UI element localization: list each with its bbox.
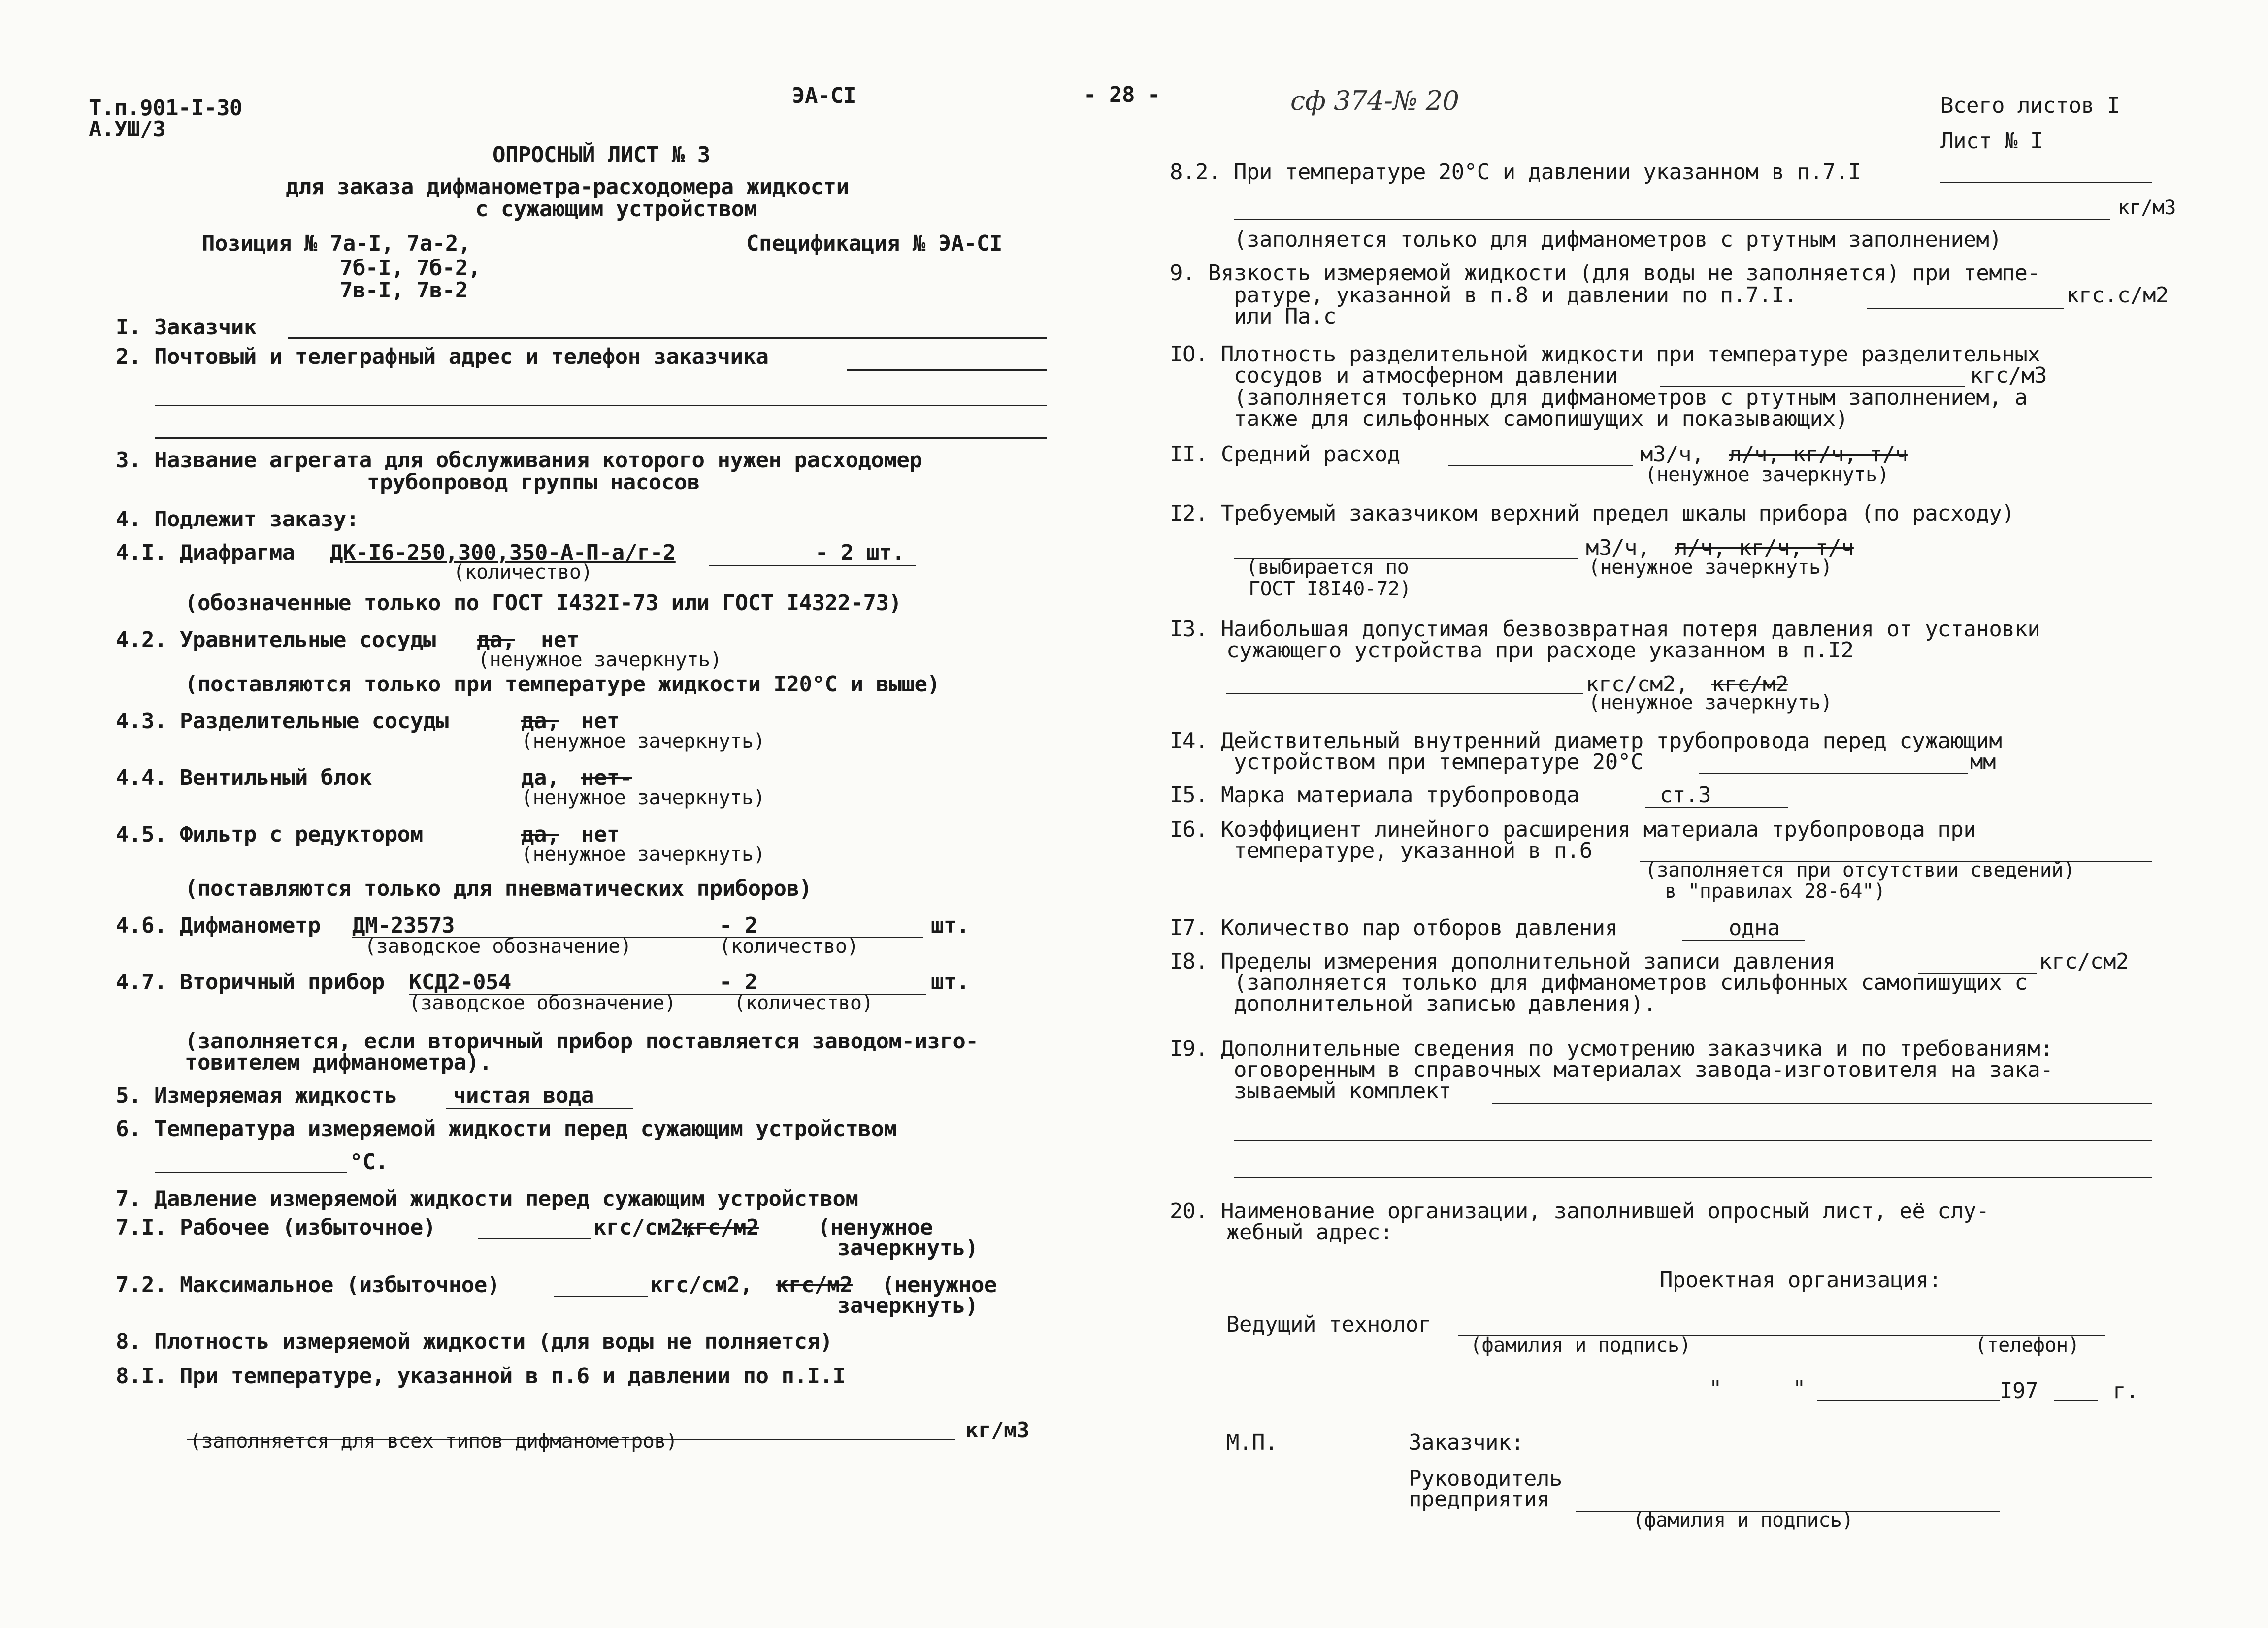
item-10-note-2: также для сильфонных самопишущих и показывающих) <box>1234 406 1848 431</box>
factory-caption: (заводское обозначение) <box>364 935 632 958</box>
item-4-7-secondary-device: 4.7. Вторичный прибор <box>116 970 385 995</box>
density-note: (заполняется для всех типов дифманометров) <box>190 1430 678 1453</box>
fill-line <box>847 369 1047 371</box>
tap-pairs-value: одна <box>1729 915 1780 941</box>
page-title: ОПРОСНЫЙ ЛИСТ № 3 <box>493 142 710 167</box>
fill-line <box>1699 773 1968 774</box>
secondary-qty: - 2 <box>719 970 757 995</box>
item-8-2-note: (заполняется только для дифманометров с ртутным заполнением) <box>1234 227 2002 252</box>
item-2-address: 2. Почтовый и телеграфный адрес и телефон заказчика <box>116 344 769 369</box>
option-yes: да, <box>521 822 559 847</box>
unit-kgs-m2: кгс/м2 <box>682 1215 759 1240</box>
option-yes: да, <box>521 709 559 734</box>
item-18-limits: I8. Пределы измерения дополнительной записи давления <box>1170 949 1836 974</box>
head-label: Руководитель <box>1409 1466 1562 1491</box>
item-4-2-equalizing-vessels: 4.2. Уравнительные сосуды <box>116 627 436 652</box>
secondary-note-2: товителем дифманометра). <box>185 1050 492 1075</box>
position-list-2: 7б-I, 7б-2, <box>340 256 481 281</box>
item-8-1-density: 8.I. При температуре, указанной в п.6 и давлении по п.I.I <box>116 1364 846 1389</box>
diaphragm-note: (обозначенные только по ГОСТ I432I-73 или ГОСТ I4322-73) <box>185 590 902 616</box>
sheet-number: Лист № I <box>1940 129 2043 154</box>
fill-line <box>155 437 1047 439</box>
qty-caption: (количество) <box>719 935 858 958</box>
diaphragm-qty: - 2 шт. <box>815 540 905 565</box>
item-15-material: I5. Марка материала трубопровода <box>1170 782 1579 808</box>
diaphragm-value: ДК-I6-250,300,350-А-П-а/г-2 <box>330 540 676 565</box>
expansion-note-2: в "правилах 28-64") <box>1665 880 1886 903</box>
item-16-expansion: I6. Коэффициент линейного расширения материала трубопровода при <box>1170 817 1976 842</box>
unit-kgs-m2: кгс/м2 <box>1711 672 1788 697</box>
fill-line <box>709 565 916 566</box>
item-19-line-3: зываемый комплект <box>1234 1078 1451 1104</box>
item-6-temperature: 6. Температура измеряемой жидкости перед сужающим устройством <box>116 1116 897 1141</box>
item-11-avg-flow: II. Средний расход <box>1170 442 1400 467</box>
page-subtitle-2: с сужающим устройством <box>475 196 757 222</box>
item-18-note-2: дополнительной записью давления). <box>1234 991 1656 1016</box>
unit-viscosity: кгс.с/м2 <box>2066 283 2169 308</box>
item-5-liquid: 5. Измеряемая жидкость <box>116 1083 397 1108</box>
cross-caption-2: зачеркнуть) <box>837 1293 978 1318</box>
unit-m3h: м3/ч, <box>1640 442 1704 467</box>
item-14-inner-diameter: I4. Действительный внутренний диаметр трубопровода перед сужающим <box>1170 728 2002 753</box>
fill-line <box>1448 465 1633 466</box>
item-7-pressure: 7. Давление измеряемой жидкости перед сужающим устройством <box>116 1186 858 1211</box>
item-4-6-diff-manometer: 4.6. Дифманометр <box>116 913 321 938</box>
fill-line <box>1492 1103 2152 1104</box>
cross-caption: (ненужное зачеркнуть) <box>1645 463 1889 486</box>
cross-caption: (ненужное зачеркнуть) <box>478 649 722 671</box>
gost-caption-2: ГОСТ I8I40-72) <box>1249 578 1412 600</box>
fill-line <box>1234 1140 2152 1141</box>
lead-technologist-label: Ведущий технолог <box>1226 1312 1431 1337</box>
cross-caption-2: зачеркнуть) <box>837 1236 978 1261</box>
item-16-line-2: температуре, указанной в п.6 <box>1234 838 1592 863</box>
stamp-place: М.П. <box>1226 1430 1278 1455</box>
secondary-value: КСД2-054 <box>409 970 511 995</box>
year-suffix: г. <box>2113 1378 2138 1403</box>
liquid-value: чистая вода <box>453 1083 594 1108</box>
fill-line <box>155 1172 347 1173</box>
fill-line <box>1940 182 2152 183</box>
fill-line <box>1867 308 2064 309</box>
option-no: нет <box>541 627 579 652</box>
item-9-viscosity: 9. Вязкость измеряемой жидкости (для воды не заполняется) при темпе- <box>1170 260 2040 286</box>
option-yes: да, <box>477 627 515 652</box>
item-1-customer: I. Заказчик <box>116 315 257 340</box>
position-list-3: 7в-I, 7в-2 <box>340 278 468 303</box>
year-line <box>2054 1400 2098 1401</box>
material-value: ст.3 <box>1660 782 1711 808</box>
sheet-code: ЭА-СI <box>792 83 856 108</box>
manometer-value: ДМ-23573 <box>352 913 455 938</box>
item-7-1-working: 7.I. Рабочее (избыточное) <box>116 1215 436 1240</box>
fill-line <box>155 405 1047 406</box>
item-13-pressure-loss: I3. Наибольшая допустимая безвозвратная потеря давления от установки <box>1170 617 2040 642</box>
item-14-line-2: устройством при температуре 20°С <box>1234 749 1643 775</box>
item-3-value: трубопровод группы насосов <box>367 470 700 495</box>
fill-line <box>554 1296 648 1297</box>
page-number: - 28 - <box>1084 82 1160 107</box>
vessels-note: (поставляются только при температуре жидкости I20°С и выше) <box>185 672 940 697</box>
item-4-4-valve-block: 4.4. Вентильный блок <box>116 765 372 790</box>
unit-pcs: шт. <box>931 970 969 995</box>
unit-kgs-m2: кгс/м2 <box>776 1272 853 1298</box>
item-20-line-2: жебный адрес: <box>1226 1220 1393 1245</box>
item-19-line-2: оговоренным в справочных материалах завода-изготовителя на зака- <box>1234 1057 2053 1082</box>
item-4-1-diaphragm: 4.I. Диафрагма <box>116 540 295 565</box>
secondary-note: (заполняется, если вторичный прибор поставляется заводом-изго- <box>185 1029 979 1054</box>
cross-caption: (ненужное зачеркнуть) <box>1588 556 1833 579</box>
page-subtitle: для заказа дифманометра-расходомера жидкости <box>286 174 849 199</box>
cross-caption: (ненужное зачеркнуть) <box>521 730 765 752</box>
unit-struck: л/ч, кг/ч, т/ч <box>1729 442 1908 467</box>
manometer-qty: - 2 <box>719 913 757 938</box>
expansion-note: (заполняется при отсутствии сведений) <box>1645 859 2075 881</box>
cross-caption: (ненужное <box>818 1215 933 1240</box>
unit-kg-m3: кг/м3 <box>2118 196 2176 219</box>
item-9-line-3: или Па.с <box>1234 304 1336 329</box>
option-no: нет <box>581 822 620 847</box>
item-4-order: 4. Подлежит заказу: <box>116 507 359 532</box>
factory-caption: (заводское обозначение) <box>409 992 676 1014</box>
year-label: I97 <box>2000 1378 2038 1403</box>
name-sign-caption: (фамилия и подпись) <box>1470 1334 1691 1357</box>
qty-caption: (количество) <box>453 561 592 584</box>
specification: Спецификация № ЭА-СI <box>746 231 1002 256</box>
item-19-extra: I9. Дополнительные сведения по усмотрению заказчика и по требованиям: <box>1170 1036 2053 1061</box>
phone-caption: (телефон) <box>1975 1334 2080 1357</box>
unit-mm: мм <box>1970 749 1996 775</box>
item-4-5-filter: 4.5. Фильтр с редуктором <box>116 822 423 847</box>
fill-line <box>1234 1177 2152 1178</box>
option-no: нет <box>581 709 620 734</box>
fill-line <box>1682 940 1805 941</box>
fill-line <box>1234 219 2110 220</box>
qty-caption: (количество) <box>734 992 873 1014</box>
item-12-upper-limit: I2. Требуемый заказчиком верхний предел шкалы прибора (по расходу) <box>1170 501 2015 526</box>
position-list: Позиция № 7а-I, 7а-2, <box>202 231 471 256</box>
name-sign-caption: (фамилия и подпись) <box>1633 1509 1854 1531</box>
date-quote: " <box>1709 1376 1722 1401</box>
unit-kgs-cm2: кгс/см2, <box>650 1272 753 1298</box>
handwritten-note: сф 374-№ 20 <box>1290 85 1459 116</box>
gost-caption: (выбирается по <box>1246 556 1409 579</box>
filter-note: (поставляются только для пневматических приборов) <box>185 876 812 901</box>
unit-kgs-m3: кгс/м3 <box>1970 363 2047 388</box>
unit-pcs: шт. <box>931 913 969 938</box>
item-3-unit-name: 3. Название агрегата для обслуживания которого нужен расходомер <box>116 448 922 473</box>
cross-caption: (ненужное зачеркнуть) <box>1588 691 1833 714</box>
unit-kg-m3: кг/м3 <box>965 1418 1029 1443</box>
unit-celsius: °С. <box>350 1149 388 1174</box>
option-yes: да, <box>521 765 559 790</box>
item-10-separating-density: IO. Плотность разделительной жидкости при температуре разделительных <box>1170 342 2040 367</box>
item-20-organization: 20. Наименование организации, заполнившей опросный лист, её слу- <box>1170 1199 1989 1224</box>
design-org-label: Проектная организация: <box>1660 1268 1941 1293</box>
unit-kgs-cm2: кгс/см2, <box>1586 672 1688 697</box>
head-label-2: предприятия <box>1409 1487 1549 1512</box>
total-sheets: Всего листов I <box>1940 93 2120 118</box>
doc-code: Т.п.901-I-30 <box>89 96 242 121</box>
fill-line <box>478 1238 591 1239</box>
item-13-line-2: сужающего устройства при расходе указанном в п.I2 <box>1226 638 1854 663</box>
item-10-note: (заполняется только для дифманометров с ртутным заполнением, а <box>1234 385 2028 410</box>
unit-kgs-cm2: кгс/см2 <box>2039 949 2129 974</box>
cross-caption: (ненужное <box>882 1272 997 1298</box>
item-8-density: 8. Плотность измеряемой жидкости (для воды не полняется) <box>116 1329 833 1354</box>
item-4-3-separating-vessels: 4.3. Разделительные сосуды <box>116 709 449 734</box>
date-line <box>1817 1400 2000 1401</box>
unit-m3h: м3/ч, <box>1586 535 1650 560</box>
item-10-line-2: сосудов и атмосферном давлении <box>1234 363 1618 388</box>
fill-line <box>288 337 1047 339</box>
unit-struck: л/ч, кг/ч, т/ч <box>1675 535 1854 560</box>
option-no: нет- <box>581 765 632 790</box>
cross-caption: (ненужное зачеркнуть) <box>521 843 765 866</box>
cross-caption: (ненужное зачеркнуть) <box>521 786 765 809</box>
item-8-2: 8.2. При температуре 20°С и давлении указанном в п.7.I <box>1170 160 1861 185</box>
date-quote-2: " <box>1793 1376 1806 1401</box>
item-9-line-2: ратуре, указанной в п.8 и давлении по п.7.I. <box>1234 283 1797 308</box>
fill-line <box>446 1108 633 1109</box>
customer-label: Заказчик: <box>1409 1430 1524 1455</box>
item-18-note: (заполняется только для дифманометров сильфонных самопишущих с <box>1234 970 2028 995</box>
item-17-tap-pairs: I7. Количество пар отборов давления <box>1170 915 1618 941</box>
fill-line <box>1226 693 1583 694</box>
doc-code-2: А.УШ/3 <box>89 117 165 142</box>
fill-line <box>1645 807 1788 808</box>
unit-kgs-cm2: кгс/см2, <box>593 1215 696 1240</box>
item-7-2-max: 7.2. Максимальное (избыточное) <box>116 1272 500 1298</box>
